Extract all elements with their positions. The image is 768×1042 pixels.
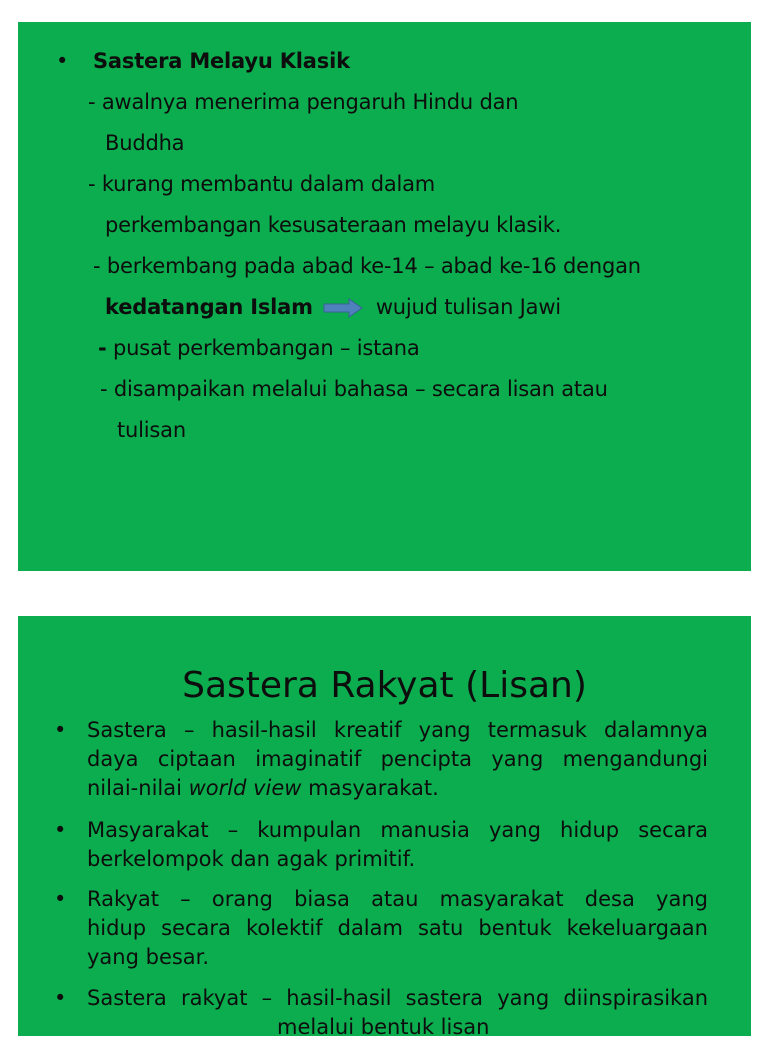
bullet-marker: • <box>56 49 69 73</box>
text-phrase: pusat perkembangan – istana <box>113 336 420 360</box>
text-phrase: masyarakat. <box>301 776 439 800</box>
text-line: Masyarakat – kumpulan manusia yang hidup secara <box>87 818 708 842</box>
text-line <box>87 774 708 803</box>
text-line: Rakyat – orang biasa atau masyarakat desa yang <box>87 887 708 911</box>
text-line: - awalnya menerima pengaruh Hindu dan <box>88 90 519 114</box>
slide-1-heading: Sastera Melayu Klasik <box>93 49 350 73</box>
text-line: yang besar. <box>87 945 210 969</box>
slide-2 <box>18 616 751 1039</box>
text-line: berkelompok dan agak primitif. <box>87 847 416 871</box>
text-line: - berkembang pada abad ke-14 – abad ke-16 dengan <box>93 254 641 278</box>
text-line: perkembangan kesusateraan melayu klasik. <box>105 213 562 237</box>
bullet-marker: • <box>54 718 67 742</box>
bullet-marker: • <box>54 818 67 842</box>
slide-2-title: Sastera Rakyat (Lisan) <box>182 665 587 706</box>
slide-1 <box>18 22 751 571</box>
text-phrase: nilai-nilai <box>87 776 189 800</box>
bullet-item <box>54 716 708 803</box>
text-line <box>98 335 420 361</box>
bullet-marker: • <box>54 887 67 911</box>
bold-phrase: kedatangan Islam <box>105 295 313 319</box>
text-line: melalui bentuk lisan <box>277 1015 490 1039</box>
text-line <box>105 294 561 320</box>
dash-marker: - <box>98 336 107 360</box>
text-line: hidup secara kolektif dalam satu bentuk kekeluargaan <box>87 916 708 940</box>
text-line: - kurang membantu dalam dalam <box>88 172 436 196</box>
bullet-item <box>54 885 708 972</box>
italic-phrase: world view <box>188 776 302 800</box>
bullet-item <box>54 984 708 1042</box>
text-phrase: wujud tulisan Jawi <box>375 295 561 319</box>
right-arrow-icon <box>323 297 363 319</box>
bullet-item <box>54 816 708 874</box>
text-line: tulisan <box>117 418 186 442</box>
text-line: Buddha <box>105 131 185 155</box>
text-line: daya ciptaan imaginatif pencipta yang mengandungi <box>87 747 708 771</box>
text-line: Sastera – hasil-hasil kreatif yang termasuk dalamnya <box>87 718 708 742</box>
text-line: - disampaikan melalui bahasa – secara lisan atau <box>100 377 608 401</box>
text-line: Sastera rakyat – hasil-hasil sastera yang diinspirasikan <box>87 986 708 1010</box>
bullet-marker: • <box>54 986 67 1010</box>
